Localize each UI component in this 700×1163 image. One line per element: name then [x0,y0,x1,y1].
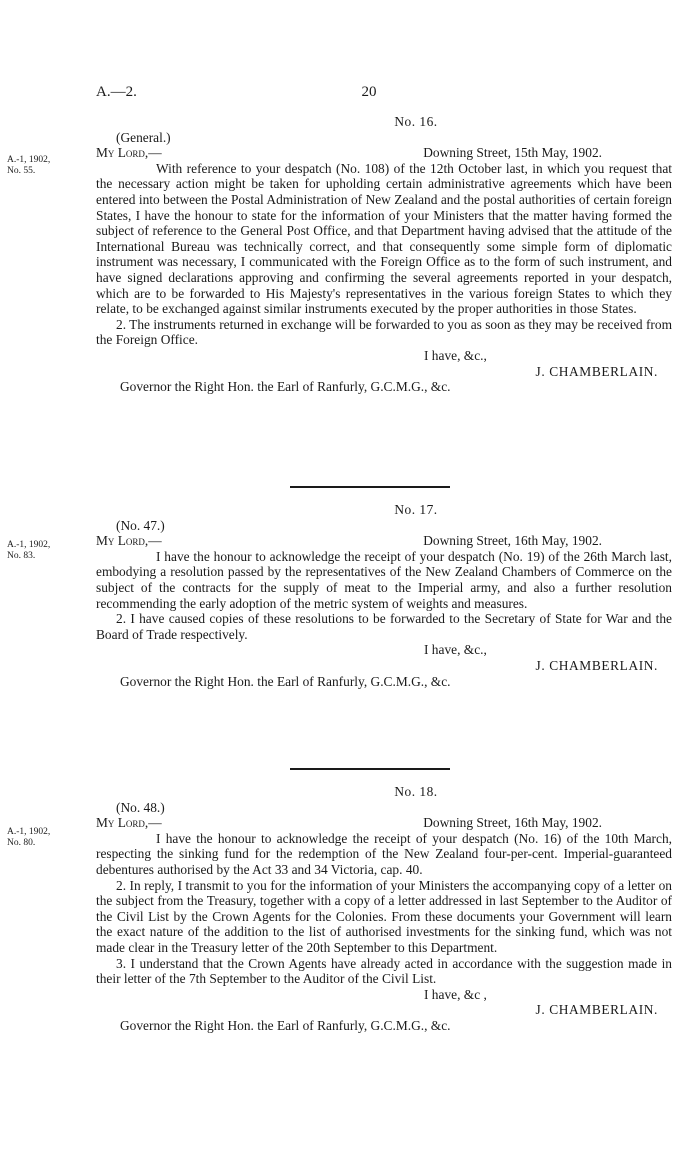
letter-reference: (No. 48.) [116,799,165,815]
margin-note-16: A.-1, 1902, No. 55. [7,155,51,176]
salutation-line [96,145,672,161]
letter-number: No. 18. [394,784,438,799]
letter-18 [96,784,672,1034]
signature: J. CHAMBERLAIN. [535,1002,658,1018]
letter-reference: (General.) [116,129,171,145]
paragraph: 3. I understand that the Crown Agents have already acted in accordance with the suggestion made in their letter of the 7th September to the Auditor of the Civil List. [96,955,672,987]
letter-reference: (No. 47.) [116,517,165,533]
letter-16 [96,114,672,395]
paragraph: 2. In reply, I transmit to you for the information of your Ministers the accompanying copy of a letter on the subject from the Treasury, together with a copy of a letter addressed in last September to the Auditor of the Civil List by the Crown Agents for the Colonies. From these documents your Government will learn the exact nature of the addition to the list of authorised investments for the sinking fund, which was not made clear in the Treasury letter of the 20th September to this Department. [96,877,672,955]
recipient: Governor the Right Hon. the Earl of Ranfurly, G.C.M.G., &c. [120,673,451,689]
closing: I have, &c., [424,347,487,363]
letter-17 [96,502,672,689]
salutation-line [96,533,672,549]
margin-note-18: A.-1, 1902, No. 80. [7,827,51,848]
margin-note-17: A.-1, 1902, No. 83. [7,540,51,561]
place-date: Downing Street, 15th May, 1902. [423,145,602,161]
paragraph: With reference to your despatch (No. 108) of the 12th October last, in which you request that the necessary action might be taken for upholding certain administrative agreements which have been entered into between the Postal Administration of New Zealand and the postal authorities of certain foreign States, I have the honour to state for the information of your Ministers that the matter having formed the subject of reference to the General Post Office, and that Department having advised that the attitude of the International Bureau was technically correct, and that consequently some simple form of diplomatic instrument was necessary, I communicated with the Foreign Office as to the form of such instrument, and have signed declarations approving and confirming the several agreements reported in your despatch, which are to be forwarded to His Majesty's representatives in the various foreign States to which they relate, to be exchanged against similar instruments executed by the proper authorities in those States. [96,160,672,317]
signature: J. CHAMBERLAIN. [535,657,658,673]
salutation: My Lord,— [96,815,162,831]
page-number: 20 [361,84,377,100]
salutation: My Lord,— [96,533,162,549]
place-date: Downing Street, 16th May, 1902. [423,815,602,831]
place-date: Downing Street, 16th May, 1902. [423,533,602,549]
separator-rule [290,768,450,770]
paragraph: I have the honour to acknowledge the receipt of your despatch (No. 16) of the 10th March, respecting the sinking fund for the redemption of the New Zealand four-per-cent. Imperial-guaranteed debentures authorised by the Act 33 and 34 Victoria, cap. 40. [96,830,672,877]
paragraph: I have the honour to acknowledge the receipt of your despatch (No. 19) of the 26th March last, embodying a resolution passed by the representatives of the New Zealand Chambers of Commerce on the subject of the contracts for the supply of meat to the Imperial army, and also a further resolution recommending the early adoption of the metric system of weights and measures. [96,548,672,611]
closing: I have, &c., [424,642,487,658]
letter-number: No. 16. [394,114,438,129]
salutation: My Lord,— [96,145,162,161]
recipient: Governor the Right Hon. the Earl of Ranfurly, G.C.M.G., &c. [120,379,451,395]
recipient: Governor the Right Hon. the Earl of Ranfurly, G.C.M.G., &c. [120,1017,451,1033]
letter-number: No. 17. [394,502,438,517]
signature: J. CHAMBERLAIN. [535,363,658,379]
paragraph: 2. I have caused copies of these resolutions to be forwarded to the Secretary of State for War and the Board of Trade respectively. [96,611,672,642]
separator-rule [290,486,450,488]
closing: I have, &c , [424,986,487,1002]
series-header: A.—2. [96,84,137,100]
salutation-line [96,815,672,831]
paragraph: 2. The instruments returned in exchange will be forwarded to you as soon as they may be received from the Foreign Office. [96,316,672,348]
